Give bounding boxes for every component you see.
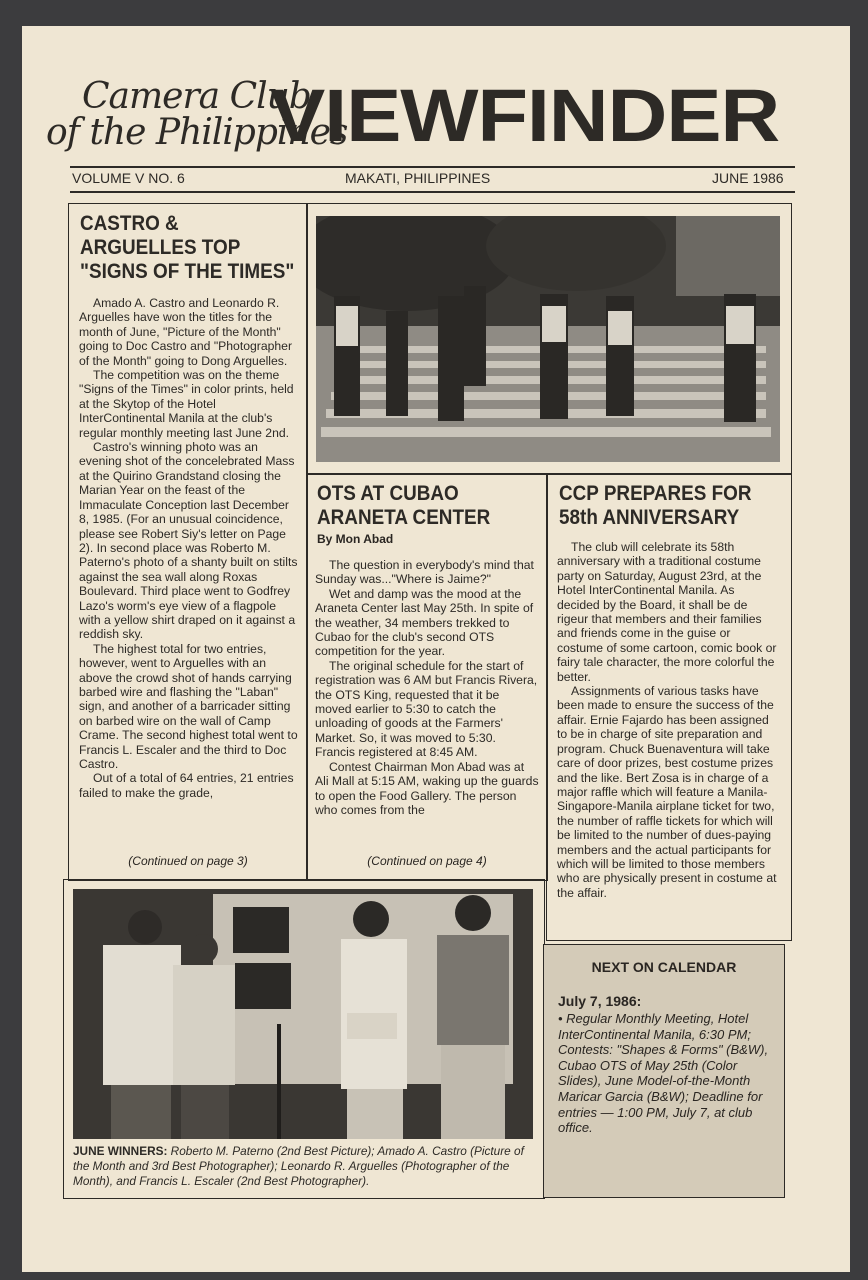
club-name-line1: Camera Club	[82, 76, 311, 117]
winners-photo	[73, 889, 533, 1139]
article-headline: OTS AT CUBAO ARANETA CENTER	[317, 482, 491, 529]
masthead-top-rule	[70, 166, 795, 168]
calendar-date: July 7, 1986:	[558, 993, 642, 1009]
article-body	[315, 558, 539, 817]
paragraph: Assignments of various tasks have been made to ensure the success of the affair. Ernie Fajardo has been assigned to be in charge of site preparation and program. Chuck Buenaventura will take care of door prizes, best costume prizes and the like. Bert Zosa is in charge of a major raffle which will feature a Manila-Singapore-Manila airplane ticket for two, the number of raffle tickets for which will be limited to the number of dues-paying members and the actual participants for which will be limited to those members who are physically present in costume at the affair.	[557, 684, 777, 900]
calendar-item-text: Regular Monthly Meeting, Hotel InterContinental Manila, 6:30 PM; Contests: "Shapes & Forms" (B&W), Cubao OTS of May 25th (Color Slides), June Model-of-the-Month Maricar Garcia (B&W); Deadline for entries — 1:00 PM, July 7, at club office.	[558, 1011, 769, 1136]
paragraph: The question in everybody's mind that Sunday was..."Where is Jaime?"	[315, 558, 534, 587]
article-ccp-anniversary	[546, 473, 792, 941]
article-headline: CCP PREPARES FOR 58th ANNIVERSARY	[559, 482, 752, 529]
masthead-bottom-rule	[70, 191, 795, 193]
article-headline: CASTRO & ARGUELLES TOP "SIGNS OF THE TIMES"	[80, 212, 295, 283]
paragraph: The original schedule for the start of registration was 6 AM but Francis Rivera, the OTS King, requested that it be moved earlier to 5:30 to catch the unloading of goods at the Farmers' Market. So, it was moved to 5:30. Francis registered at 8:45 AM.	[315, 658, 538, 760]
photo-caption	[73, 1144, 538, 1189]
paragraph: Amado A. Castro and Leonardo R. Arguelles have won the titles for the month of June, "Picture of the Month" going to Doc Castro and "Photographer of the Month" going to Dong Arguelles.	[79, 296, 293, 368]
continued-note: (Continued on page 4)	[367, 854, 487, 868]
paragraph: The highest total for two entries, however, went to Arguelles with an above the crowd shot of hands carrying barbed wire and flashing the "Laban" sign, and another of a barricader sitting on barbed wire on the wall of Camp Crame. The second highest total went to Francis L. Escaler and the third to Doc Castro.	[79, 641, 298, 771]
masthead	[46, 72, 806, 172]
place-label: MAKATI, PHILIPPINES	[345, 170, 491, 186]
volume-label: VOLUME V NO. 6	[72, 170, 185, 186]
paragraph: Contest Chairman Mon Abad was at Ali Mall at 5:15 AM, waking up the guards to open the Food Gallery. The person who comes from the	[315, 759, 539, 817]
calendar-item	[558, 1011, 773, 1136]
paragraph: Wet and damp was the mood at the Araneta Center last May 25th. In spite of the weather, 34 members trekked to Cubao for the club's second OTS competition for the year.	[315, 586, 534, 659]
newsletter-title: VIEWFINDER	[270, 74, 780, 157]
caption-label: JUNE WINNERS:	[73, 1144, 168, 1158]
paragraph: The competition was on the theme "Signs of the Times" in color prints, held at the Skytop of the Hotel InterContinental Manila at the club's regular monthly meeting last June 2nd.	[79, 368, 294, 440]
paragraph: Out of a total of 64 entries, 21 entries failed to make the grade,	[79, 771, 294, 800]
bullet-icon: •	[558, 1011, 567, 1026]
continued-note: (Continued on page 3)	[128, 854, 248, 868]
next-on-calendar-box	[543, 944, 785, 1198]
article-body	[79, 296, 301, 800]
paragraph: The club will celebrate its 58th anniversary with a traditional costume party on Saturday, August 23rd, at the Hotel InterContinental Manila. As decided by the Board, it shall be de rigeur that members and their families and friends come in the guise or costume of some cartoon, comic book or fairy tale character, the more colorful the better.	[557, 540, 777, 684]
article-body	[557, 540, 779, 900]
club-name-line2: of the Philippines	[46, 112, 348, 153]
article-castro-arguelles	[68, 203, 308, 881]
article-ots-cubao	[306, 473, 548, 881]
winners-photo-graphic	[73, 889, 533, 1139]
calendar-heading: NEXT ON CALENDAR	[591, 959, 737, 975]
caption-text: Roberto M. Paterno (2nd Best Picture); Amado A. Castro (Picture of the Month and 3rd Best Photographer); Leonardo R. Arguelles (Photographer of the Month), and Francis L. Escaler (2nd Best Photographer).	[73, 1144, 524, 1188]
issue-date: JUNE 1986	[712, 170, 784, 186]
article-byline: By Mon Abad	[317, 532, 394, 546]
paragraph: Castro's winning photo was an evening shot of the concelebrated Mass at the Quirino Grandstand closing the Marian Year on the feast of the Immaculate Conception last December 8, 1985. (For an unusual coincidence, please see Robert Siy's letter on Page 2). In second place was Roberto M. Paterno's photo of a shanty built on stilts against the sea wall along Roxas Boulevard. Third place went to Godfrey Lazo's worm's eye view of a flagpole with a yellow shirt draped on it against a reddish sky.	[79, 440, 298, 642]
crosswalk-photo-graphic	[316, 216, 780, 462]
crosswalk-photo	[316, 216, 780, 462]
